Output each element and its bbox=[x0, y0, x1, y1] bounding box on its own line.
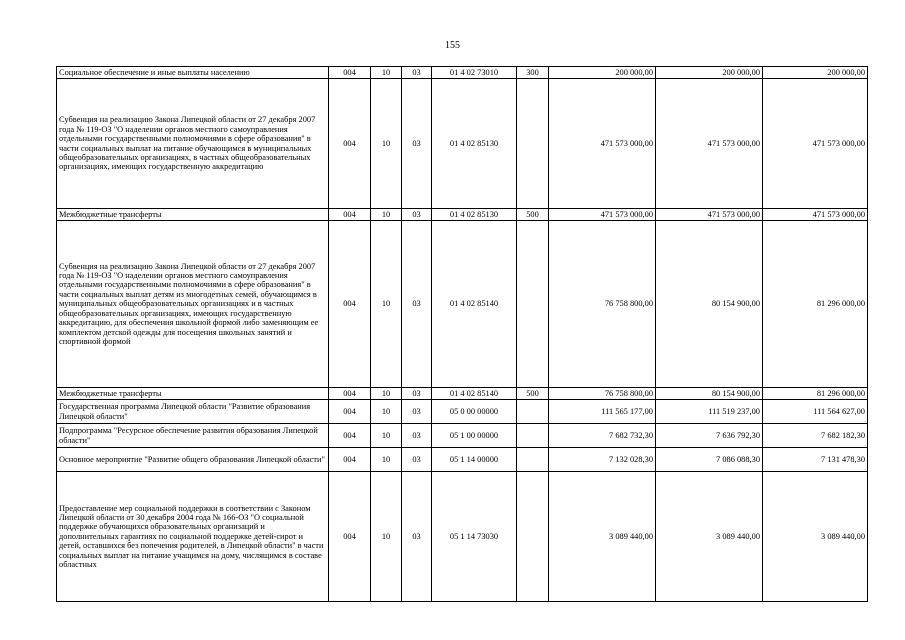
expense-type-cell: 500 bbox=[517, 209, 549, 221]
target-article-cell: 01 4 02 73010 bbox=[432, 67, 517, 79]
admin-code-cell: 004 bbox=[329, 79, 371, 209]
table-row bbox=[57, 388, 868, 400]
amount-year1-cell: 76 758 800,00 bbox=[549, 221, 656, 388]
section-code-cell: 10 bbox=[371, 388, 402, 400]
amount-year2-cell: 7 086 088,30 bbox=[656, 448, 763, 472]
target-article-cell: 01 4 02 85140 bbox=[432, 388, 517, 400]
section-code-cell: 10 bbox=[371, 221, 402, 388]
expense-type-cell bbox=[517, 424, 549, 448]
row-name-cell: Государственная программа Липецкой области "Развитие образования Липецкой области" bbox=[57, 400, 329, 424]
amount-year1-cell: 471 573 000,00 bbox=[549, 79, 656, 209]
amount-year2-cell: 80 154 900,00 bbox=[656, 221, 763, 388]
row-name-cell: Основное мероприятие "Развитие общего образования Липецкой области" bbox=[57, 448, 329, 472]
amount-year1-cell: 7 682 732,30 bbox=[549, 424, 656, 448]
page-number: 155 bbox=[445, 40, 460, 51]
subsection-code-cell: 03 bbox=[402, 424, 432, 448]
amount-year2-cell: 200 000,00 bbox=[656, 67, 763, 79]
amount-year1-cell: 111 565 177,00 bbox=[549, 400, 656, 424]
admin-code-cell: 004 bbox=[329, 67, 371, 79]
subsection-code-cell: 03 bbox=[402, 388, 432, 400]
section-code-cell: 10 bbox=[371, 472, 402, 602]
target-article-cell: 05 0 00 00000 bbox=[432, 400, 517, 424]
table-row bbox=[57, 448, 868, 472]
amount-year3-cell: 7 131 478,30 bbox=[763, 448, 868, 472]
row-name-cell: Предоставление мер социальной поддержки в соответствии с Законом Липецкой области от 30 декабря 2004 года № 166-ОЗ "О социальной поддержке обучающихся образовательных организаций и дополнительных гарантиях по социальной поддержке детей-сирот и детей, оставшихся без попечения родителей, в Липецкой области" в части социальных выплат на питание учащимся на дому, числящимся в составе областных bbox=[57, 472, 329, 602]
expense-type-cell bbox=[517, 79, 549, 209]
expense-type-cell bbox=[517, 472, 549, 602]
section-code-cell: 10 bbox=[371, 79, 402, 209]
table-row bbox=[57, 424, 868, 448]
row-name-cell: Социальное обеспечение и иные выплаты населению bbox=[57, 67, 329, 79]
row-name-cell: Субвенция на реализацию Закона Липецкой области от 27 декабря 2007 года № 119-ОЗ "О наделении органов местного самоуправления отдельными государственными полномочиями в сфере образования" в части социальных выплат детям из многодетных семей, обучающимся в муниципальных общеобразовательных организациях и в частных общеобразовательных организациях, имеющих государственную аккредитацию, для обеспечения школьной формой либо заменяющим ее комплектом детской одежды для посещения школьных занятий и спортивной формой bbox=[57, 221, 329, 388]
amount-year3-cell: 3 089 440,00 bbox=[763, 472, 868, 602]
table-row bbox=[57, 79, 868, 209]
amount-year3-cell: 7 682 182,30 bbox=[763, 424, 868, 448]
target-article-cell: 05 1 14 73030 bbox=[432, 472, 517, 602]
amount-year2-cell: 3 089 440,00 bbox=[656, 472, 763, 602]
section-code-cell: 10 bbox=[371, 400, 402, 424]
expense-type-cell bbox=[517, 400, 549, 424]
amount-year2-cell: 80 154 900,00 bbox=[656, 388, 763, 400]
admin-code-cell: 004 bbox=[329, 221, 371, 388]
admin-code-cell: 004 bbox=[329, 472, 371, 602]
target-article-cell: 01 4 02 85130 bbox=[432, 209, 517, 221]
row-name-cell: Межбюджетные трансферты bbox=[57, 209, 329, 221]
section-code-cell: 10 bbox=[371, 424, 402, 448]
amount-year2-cell: 471 573 000,00 bbox=[656, 209, 763, 221]
expense-type-cell: 300 bbox=[517, 67, 549, 79]
amount-year3-cell: 81 296 000,00 bbox=[763, 388, 868, 400]
admin-code-cell: 004 bbox=[329, 388, 371, 400]
target-article-cell: 01 4 02 85140 bbox=[432, 221, 517, 388]
budget-table-body bbox=[57, 67, 868, 602]
target-article-cell: 01 4 02 85130 bbox=[432, 79, 517, 209]
amount-year3-cell: 81 296 000,00 bbox=[763, 221, 868, 388]
expense-type-cell: 500 bbox=[517, 388, 549, 400]
table-row bbox=[57, 221, 868, 388]
amount-year1-cell: 7 132 028,30 bbox=[549, 448, 656, 472]
row-name-cell: Межбюджетные трансферты bbox=[57, 388, 329, 400]
subsection-code-cell: 03 bbox=[402, 79, 432, 209]
admin-code-cell: 004 bbox=[329, 209, 371, 221]
amount-year1-cell: 3 089 440,00 bbox=[549, 472, 656, 602]
admin-code-cell: 004 bbox=[329, 400, 371, 424]
expense-type-cell bbox=[517, 448, 549, 472]
amount-year3-cell: 111 564 627,00 bbox=[763, 400, 868, 424]
table-row bbox=[57, 67, 868, 79]
table-row bbox=[57, 472, 868, 602]
target-article-cell: 05 1 00 00000 bbox=[432, 424, 517, 448]
target-article-cell: 05 1 14 00000 bbox=[432, 448, 517, 472]
amount-year3-cell: 471 573 000,00 bbox=[763, 79, 868, 209]
amount-year3-cell: 471 573 000,00 bbox=[763, 209, 868, 221]
amount-year2-cell: 7 636 792,30 bbox=[656, 424, 763, 448]
admin-code-cell: 004 bbox=[329, 448, 371, 472]
subsection-code-cell: 03 bbox=[402, 400, 432, 424]
section-code-cell: 10 bbox=[371, 67, 402, 79]
subsection-code-cell: 03 bbox=[402, 67, 432, 79]
budget-table bbox=[56, 66, 868, 602]
admin-code-cell: 004 bbox=[329, 424, 371, 448]
subsection-code-cell: 03 bbox=[402, 209, 432, 221]
subsection-code-cell: 03 bbox=[402, 472, 432, 602]
expense-type-cell bbox=[517, 221, 549, 388]
subsection-code-cell: 03 bbox=[402, 221, 432, 388]
amount-year1-cell: 471 573 000,00 bbox=[549, 209, 656, 221]
row-name-cell: Субвенция на реализацию Закона Липецкой области от 27 декабря 2007 года № 119-ОЗ "О наделении органов местного самоуправления отдельными государственными полномочиями в сфере образования" в части социальных выплат на питание обучающимся в муниципальных общеобразовательных организациях, в частных общеобразовательных организациях, имеющих государственную аккредитацию bbox=[57, 79, 329, 209]
amount-year2-cell: 471 573 000,00 bbox=[656, 79, 763, 209]
table-row bbox=[57, 209, 868, 221]
amount-year2-cell: 111 519 237,00 bbox=[656, 400, 763, 424]
amount-year1-cell: 76 758 800,00 bbox=[549, 388, 656, 400]
amount-year3-cell: 200 000,00 bbox=[763, 67, 868, 79]
subsection-code-cell: 03 bbox=[402, 448, 432, 472]
section-code-cell: 10 bbox=[371, 448, 402, 472]
amount-year1-cell: 200 000,00 bbox=[549, 67, 656, 79]
section-code-cell: 10 bbox=[371, 209, 402, 221]
row-name-cell: Подпрограмма "Ресурсное обеспечение развития образования Липецкой области" bbox=[57, 424, 329, 448]
table-row bbox=[57, 400, 868, 424]
